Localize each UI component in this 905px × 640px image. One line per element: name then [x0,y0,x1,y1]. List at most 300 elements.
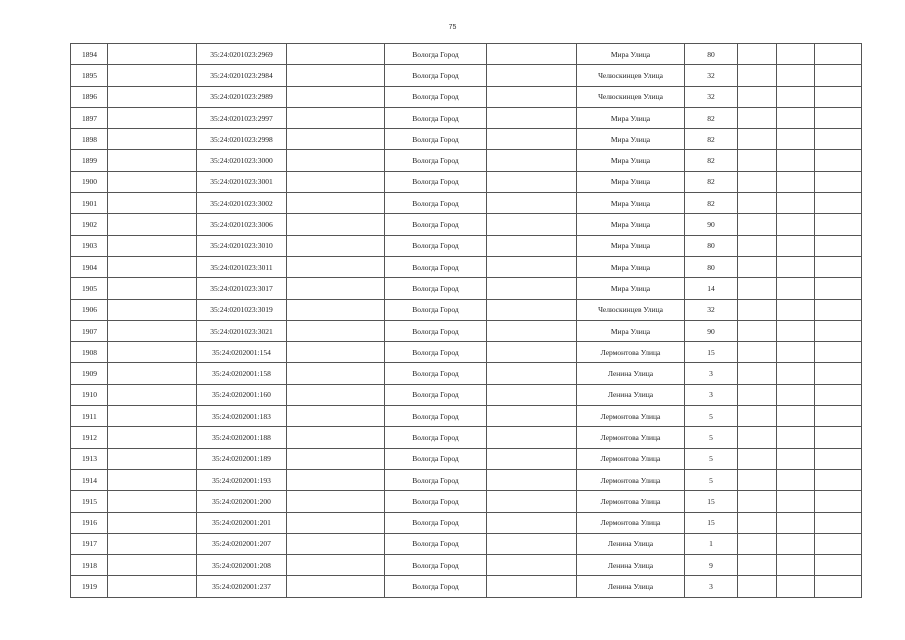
empty-cell [777,278,815,299]
empty-cell [108,576,197,597]
house-number-cell: 32 [685,65,738,86]
table-row [71,44,862,65]
empty-cell [287,65,385,86]
empty-cell [738,576,777,597]
empty-cell [815,129,862,150]
empty-cell [108,342,197,363]
table-row [71,150,862,171]
registry-table [70,43,862,598]
table-row [71,448,862,469]
house-number-cell: 15 [685,491,738,512]
empty-cell [287,44,385,65]
cadastral-number-cell: 35:24:0201023:3021 [197,320,287,341]
empty-cell [287,214,385,235]
city-cell: Вологда Город [385,129,487,150]
page-number: 75 [448,24,457,31]
table-row [71,107,862,128]
empty-cell [777,129,815,150]
row-number-cell: 1911 [71,406,108,427]
table-row [71,342,862,363]
empty-cell [487,555,577,576]
row-number-cell: 1915 [71,491,108,512]
empty-cell [108,44,197,65]
street-cell: Ленина Улица [577,555,685,576]
empty-cell [487,576,577,597]
empty-cell [738,129,777,150]
city-cell: Вологда Город [385,299,487,320]
empty-cell [487,278,577,299]
registry-table-body [71,44,862,598]
empty-cell [777,406,815,427]
row-number-cell: 1917 [71,533,108,554]
empty-cell [738,107,777,128]
empty-cell [815,512,862,533]
cadastral-number-cell: 35:24:0201023:3006 [197,214,287,235]
empty-cell [108,65,197,86]
empty-cell [108,533,197,554]
empty-cell [738,214,777,235]
cadastral-number-cell: 35:24:0202001:193 [197,469,287,490]
city-cell: Вологда Город [385,448,487,469]
empty-cell [815,576,862,597]
city-cell: Вологда Город [385,171,487,192]
empty-cell [777,65,815,86]
empty-cell [815,235,862,256]
row-number-cell: 1910 [71,384,108,405]
table-row [71,512,862,533]
cadastral-number-cell: 35:24:0201023:3011 [197,256,287,277]
row-number-cell: 1899 [71,150,108,171]
empty-cell [738,384,777,405]
empty-cell [738,533,777,554]
empty-cell [815,86,862,107]
empty-cell [487,406,577,427]
cadastral-number-cell: 35:24:0202001:154 [197,342,287,363]
empty-cell [738,171,777,192]
empty-cell [777,107,815,128]
row-number-cell: 1912 [71,427,108,448]
house-number-cell: 14 [685,278,738,299]
table-row [71,214,862,235]
row-number-cell: 1906 [71,299,108,320]
empty-cell [738,44,777,65]
empty-cell [815,491,862,512]
empty-cell [815,44,862,65]
empty-cell [487,427,577,448]
table-row [71,235,862,256]
empty-cell [108,384,197,405]
empty-cell [108,193,197,214]
empty-cell [487,214,577,235]
empty-cell [487,491,577,512]
street-cell: Мира Улица [577,107,685,128]
empty-cell [815,448,862,469]
table-row [71,65,862,86]
house-number-cell: 1 [685,533,738,554]
street-cell: Мира Улица [577,256,685,277]
empty-cell [108,491,197,512]
cadastral-number-cell: 35:24:0201023:3019 [197,299,287,320]
empty-cell [815,171,862,192]
empty-cell [815,406,862,427]
empty-cell [815,469,862,490]
empty-cell [738,299,777,320]
cadastral-number-cell: 35:24:0201023:2997 [197,107,287,128]
empty-cell [108,278,197,299]
empty-cell [777,256,815,277]
empty-cell [287,256,385,277]
city-cell: Вологда Город [385,65,487,86]
street-cell: Ленина Улица [577,576,685,597]
row-number-cell: 1898 [71,129,108,150]
empty-cell [738,406,777,427]
street-cell: Мира Улица [577,320,685,341]
empty-cell [738,512,777,533]
empty-cell [777,363,815,384]
street-cell: Мира Улица [577,278,685,299]
cadastral-number-cell: 35:24:0201023:2984 [197,65,287,86]
empty-cell [815,150,862,171]
empty-cell [738,469,777,490]
table-row [71,129,862,150]
city-cell: Вологда Город [385,320,487,341]
cadastral-number-cell: 35:24:0202001:158 [197,363,287,384]
house-number-cell: 82 [685,193,738,214]
city-cell: Вологда Город [385,86,487,107]
cadastral-number-cell: 35:24:0202001:207 [197,533,287,554]
empty-cell [108,171,197,192]
empty-cell [108,86,197,107]
empty-cell [777,576,815,597]
street-cell: Лермонтова Улица [577,342,685,363]
table-row [71,469,862,490]
city-cell: Вологда Город [385,235,487,256]
empty-cell [287,320,385,341]
empty-cell [287,171,385,192]
street-cell: Лермонтова Улица [577,491,685,512]
city-cell: Вологда Город [385,193,487,214]
row-number-cell: 1894 [71,44,108,65]
city-cell: Вологда Город [385,107,487,128]
empty-cell [487,448,577,469]
empty-cell [738,193,777,214]
city-cell: Вологда Город [385,214,487,235]
table-row [71,256,862,277]
row-number-cell: 1901 [71,193,108,214]
empty-cell [287,427,385,448]
street-cell: Лермонтова Улица [577,427,685,448]
row-number-cell: 1902 [71,214,108,235]
empty-cell [487,469,577,490]
table-row [71,576,862,597]
house-number-cell: 15 [685,342,738,363]
table-row [71,278,862,299]
table-row [71,171,862,192]
street-cell: Челюскинцев Улица [577,86,685,107]
empty-cell [108,320,197,341]
house-number-cell: 82 [685,150,738,171]
empty-cell [777,299,815,320]
cadastral-number-cell: 35:24:0202001:208 [197,555,287,576]
empty-cell [815,193,862,214]
empty-cell [487,86,577,107]
table-row [71,406,862,427]
cadastral-number-cell: 35:24:0202001:201 [197,512,287,533]
empty-cell [738,150,777,171]
empty-cell [815,342,862,363]
city-cell: Вологда Город [385,44,487,65]
cadastral-number-cell: 35:24:0202001:183 [197,406,287,427]
empty-cell [815,278,862,299]
table-row [71,363,862,384]
house-number-cell: 3 [685,363,738,384]
cadastral-number-cell: 35:24:0202001:189 [197,448,287,469]
row-number-cell: 1908 [71,342,108,363]
empty-cell [815,214,862,235]
empty-cell [815,320,862,341]
empty-cell [287,278,385,299]
house-number-cell: 15 [685,512,738,533]
cadastral-number-cell: 35:24:0201023:3002 [197,193,287,214]
house-number-cell: 80 [685,256,738,277]
city-cell: Вологда Город [385,427,487,448]
cadastral-number-cell: 35:24:0201023:3017 [197,278,287,299]
empty-cell [815,427,862,448]
empty-cell [487,107,577,128]
street-cell: Лермонтова Улица [577,448,685,469]
cadastral-number-cell: 35:24:0202001:160 [197,384,287,405]
house-number-cell: 80 [685,235,738,256]
empty-cell [108,469,197,490]
empty-cell [487,129,577,150]
street-cell: Лермонтова Улица [577,512,685,533]
empty-cell [738,448,777,469]
empty-cell [108,406,197,427]
empty-cell [287,235,385,256]
house-number-cell: 82 [685,129,738,150]
empty-cell [487,256,577,277]
cadastral-number-cell: 35:24:0202001:237 [197,576,287,597]
empty-cell [777,533,815,554]
table-row [71,427,862,448]
empty-cell [815,299,862,320]
empty-cell [487,512,577,533]
table-row [71,193,862,214]
cadastral-number-cell: 35:24:0201023:2969 [197,44,287,65]
empty-cell [108,256,197,277]
empty-cell [815,256,862,277]
empty-cell [287,86,385,107]
empty-cell [738,491,777,512]
house-number-cell: 82 [685,107,738,128]
empty-cell [815,107,862,128]
cadastral-number-cell: 35:24:0201023:3010 [197,235,287,256]
empty-cell [108,555,197,576]
empty-cell [738,278,777,299]
row-number-cell: 1919 [71,576,108,597]
table-row [71,86,862,107]
empty-cell [287,342,385,363]
empty-cell [738,320,777,341]
house-number-cell: 3 [685,576,738,597]
street-cell: Челюскинцев Улица [577,299,685,320]
empty-cell [108,150,197,171]
empty-cell [777,491,815,512]
empty-cell [287,299,385,320]
row-number-cell: 1916 [71,512,108,533]
empty-cell [777,469,815,490]
empty-cell [287,555,385,576]
empty-cell [487,65,577,86]
empty-cell [487,320,577,341]
empty-cell [777,150,815,171]
empty-cell [287,363,385,384]
empty-cell [287,512,385,533]
empty-cell [738,555,777,576]
city-cell: Вологда Город [385,491,487,512]
city-cell: Вологда Город [385,384,487,405]
empty-cell [815,533,862,554]
city-cell: Вологда Город [385,512,487,533]
empty-cell [487,193,577,214]
city-cell: Вологда Город [385,256,487,277]
row-number-cell: 1896 [71,86,108,107]
row-number-cell: 1897 [71,107,108,128]
house-number-cell: 80 [685,44,738,65]
cadastral-number-cell: 35:24:0201023:3001 [197,171,287,192]
city-cell: Вологда Город [385,278,487,299]
empty-cell [108,363,197,384]
empty-cell [738,427,777,448]
street-cell: Мира Улица [577,150,685,171]
cadastral-number-cell: 35:24:0202001:188 [197,427,287,448]
table-row [71,533,862,554]
empty-cell [287,406,385,427]
empty-cell [777,171,815,192]
empty-cell [487,171,577,192]
empty-cell [487,150,577,171]
empty-cell [777,214,815,235]
empty-cell [108,129,197,150]
empty-cell [738,86,777,107]
empty-cell [777,512,815,533]
street-cell: Ленина Улица [577,384,685,405]
empty-cell [777,44,815,65]
house-number-cell: 5 [685,469,738,490]
empty-cell [487,44,577,65]
empty-cell [815,65,862,86]
empty-cell [777,320,815,341]
empty-cell [487,235,577,256]
house-number-cell: 90 [685,214,738,235]
street-cell: Ленина Улица [577,363,685,384]
city-cell: Вологда Город [385,406,487,427]
empty-cell [777,427,815,448]
house-number-cell: 32 [685,299,738,320]
row-number-cell: 1903 [71,235,108,256]
empty-cell [815,555,862,576]
empty-cell [108,448,197,469]
street-cell: Лермонтова Улица [577,469,685,490]
empty-cell [287,129,385,150]
row-number-cell: 1907 [71,320,108,341]
empty-cell [738,256,777,277]
house-number-cell: 9 [685,555,738,576]
street-cell: Ленина Улица [577,533,685,554]
empty-cell [108,427,197,448]
empty-cell [777,448,815,469]
empty-cell [777,555,815,576]
empty-cell [287,150,385,171]
table-row [71,299,862,320]
street-cell: Мира Улица [577,214,685,235]
empty-cell [287,533,385,554]
house-number-cell: 5 [685,448,738,469]
house-number-cell: 82 [685,171,738,192]
empty-cell [487,533,577,554]
empty-cell [287,193,385,214]
empty-cell [487,363,577,384]
street-cell: Челюскинцев Улица [577,65,685,86]
cadastral-number-cell: 35:24:0201023:2998 [197,129,287,150]
empty-cell [738,363,777,384]
empty-cell [287,469,385,490]
city-cell: Вологда Город [385,576,487,597]
street-cell: Мира Улица [577,235,685,256]
empty-cell [777,384,815,405]
street-cell: Лермонтова Улица [577,406,685,427]
row-number-cell: 1909 [71,363,108,384]
house-number-cell: 90 [685,320,738,341]
empty-cell [287,107,385,128]
row-number-cell: 1895 [71,65,108,86]
empty-cell [287,576,385,597]
empty-cell [487,299,577,320]
house-number-cell: 5 [685,406,738,427]
empty-cell [738,65,777,86]
city-cell: Вологда Город [385,469,487,490]
city-cell: Вологда Город [385,342,487,363]
empty-cell [287,384,385,405]
row-number-cell: 1904 [71,256,108,277]
street-cell: Мира Улица [577,129,685,150]
table-row [71,491,862,512]
empty-cell [777,193,815,214]
street-cell: Мира Улица [577,44,685,65]
empty-cell [738,235,777,256]
empty-cell [815,363,862,384]
city-cell: Вологда Город [385,533,487,554]
house-number-cell: 32 [685,86,738,107]
empty-cell [777,342,815,363]
empty-cell [108,214,197,235]
cadastral-number-cell: 35:24:0201023:2989 [197,86,287,107]
table-row [71,320,862,341]
empty-cell [287,491,385,512]
empty-cell [108,512,197,533]
house-number-cell: 3 [685,384,738,405]
empty-cell [108,235,197,256]
city-cell: Вологда Город [385,363,487,384]
city-cell: Вологда Город [385,555,487,576]
empty-cell [108,299,197,320]
table-row [71,384,862,405]
row-number-cell: 1914 [71,469,108,490]
cadastral-number-cell: 35:24:0201023:3000 [197,150,287,171]
row-number-cell: 1905 [71,278,108,299]
row-number-cell: 1913 [71,448,108,469]
empty-cell [487,342,577,363]
